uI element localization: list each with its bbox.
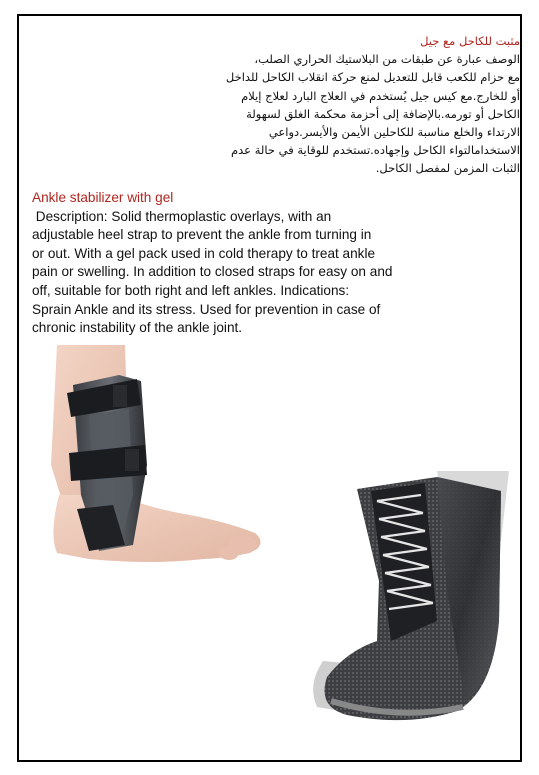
arabic-line: مع حزام للكعب قابل للتعديل لمنع حركة انقلاب الكاحل للداخل	[225, 70, 520, 85]
english-line: pain or swelling. In addition to closed straps for easy on and	[32, 264, 393, 280]
gel-ankle-stabilizer-photo	[29, 345, 270, 572]
arabic-section	[180, 32, 520, 178]
arabic-line: الوصف عبارة عن طبقات من البلاستيك الحراري الصلب،	[254, 52, 520, 67]
english-line: off, suitable for both right and left ankles. Indications:	[32, 282, 350, 298]
arabic-line: الارتداء والخلع مناسبة للكاحلين الأيمن والأيسر.دواعي	[268, 125, 520, 140]
english-section	[32, 189, 436, 338]
english-line: or out. With a gel pack used in cold therapy to treat ankle	[32, 245, 376, 261]
arabic-line: الكاحل أو تورمه.بالإضافة إلى أحزمة محكمة الغلق لسهولة	[246, 106, 520, 121]
arabic-line: الثبات المزمن لمفصل الكاحل.	[375, 161, 520, 176]
arabic-title: مثبت للكاحل مع جيل	[420, 34, 520, 48]
laced-ankle-brace-photo	[287, 471, 519, 736]
english-line: Description: Solid thermoplastic overlays, with an	[32, 208, 332, 224]
english-line: Sprain Ankle and its stress. Used for prevention in case of	[32, 301, 381, 317]
english-line: adjustable heel strap to prevent the ankle from turning in	[32, 227, 372, 243]
english-line: chronic instability of the ankle joint.	[32, 320, 243, 336]
arabic-line: أو للخارج.مع كيس جيل يُستخدم في العلاج البارد لعلاج إيلام	[241, 88, 520, 103]
english-title: Ankle stabilizer with gel	[32, 190, 174, 205]
arabic-line: الاستخدامالتواء الكاحل وإجهاده.تستخدم للوقاية في حالة عدم	[231, 143, 520, 158]
